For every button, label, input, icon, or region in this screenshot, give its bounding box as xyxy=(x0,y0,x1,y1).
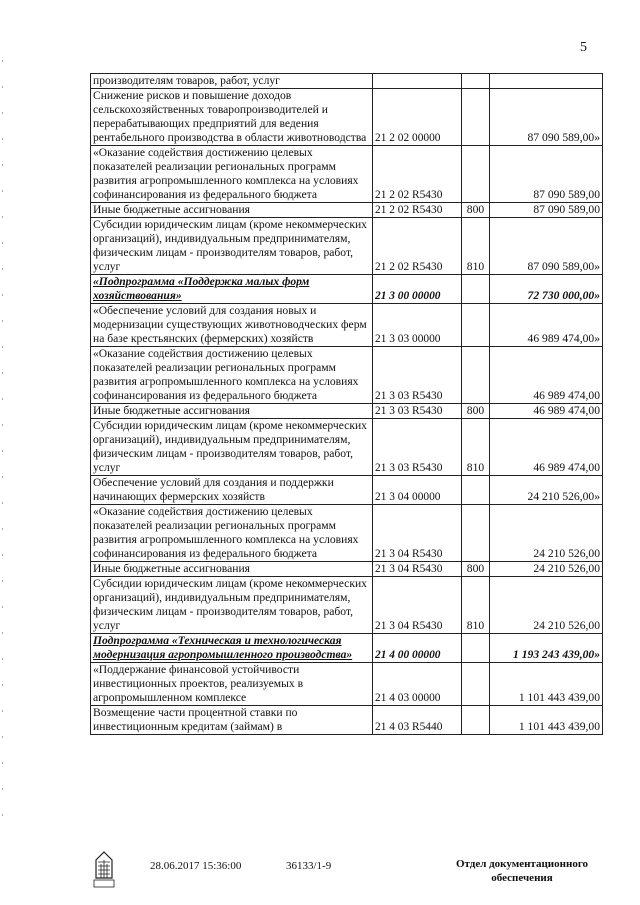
table-row xyxy=(91,577,603,634)
row-target-code: 21 3 04 R5430 xyxy=(373,505,462,562)
row-description: «Подпрограмма «Поддержка малых форм хозяйствования» xyxy=(91,275,373,304)
row-expense-type: 810 xyxy=(462,577,490,634)
row-amount: 1 101 443 439,00 xyxy=(490,663,603,706)
row-description: «Оказание содействия достижению целевых показателей реализации региональных программ развития агропромышленного комплекса на условиях софинансирования из федерального бюджета xyxy=(91,505,373,562)
row-description: Обеспечение условий для создания и поддержки начинающих фермерских хозяйств xyxy=(91,476,373,505)
row-amount: 24 210 526,00» xyxy=(490,476,603,505)
table-row xyxy=(91,146,603,203)
row-target-code: 21 2 02 00000 xyxy=(373,89,462,146)
row-expense-type xyxy=(462,706,490,735)
row-description: «Обеспечение условий для создания новых и модернизации существующих животноводческих ферм на базе крестьянских (фермерских) хозяйств xyxy=(91,304,373,347)
row-description: «Поддержание финансовой устойчивости инвестиционных проектов, реализуемых в агропромышленном комплексе xyxy=(91,663,373,706)
row-amount: 24 210 526,00 xyxy=(490,562,603,577)
row-amount: 1 193 243 439,00» xyxy=(490,634,603,663)
row-expense-type xyxy=(462,74,490,89)
table-row xyxy=(91,419,603,476)
row-amount: 87 090 589,00 xyxy=(490,203,603,218)
row-target-code: 21 3 03 R5430 xyxy=(373,347,462,404)
table-row xyxy=(91,476,603,505)
table-row xyxy=(91,505,603,562)
row-description: Иные бюджетные ассигнования xyxy=(91,562,373,577)
row-amount: 46 989 474,00 xyxy=(490,419,603,476)
row-target-code: 21 3 00 00000 xyxy=(373,275,462,304)
row-expense-type xyxy=(462,146,490,203)
row-target-code: 21 4 03 00000 xyxy=(373,663,462,706)
duma-emblem-icon xyxy=(92,850,116,890)
row-description: Субсидии юридическим лицам (кроме некоммерческих организаций), индивидуальным предпринимателям, физическим лицам - производителям товаров, работ, услуг xyxy=(91,218,373,275)
row-expense-type xyxy=(462,476,490,505)
table-row xyxy=(91,404,603,419)
row-target-code: 21 4 03 R5440 xyxy=(373,706,462,735)
page-number: 5 xyxy=(580,40,587,55)
table-row xyxy=(91,275,603,304)
row-amount: 24 210 526,00 xyxy=(490,577,603,634)
row-expense-type xyxy=(462,505,490,562)
row-description: Подпрограмма «Техническая и технологическая модернизация агропромышленного производства» xyxy=(91,634,373,663)
row-target-code xyxy=(373,74,462,89)
footer-doc-number: 36133/1-9 xyxy=(286,860,332,872)
table-row xyxy=(91,347,603,404)
row-description: Иные бюджетные ассигнования xyxy=(91,203,373,218)
row-target-code: 21 3 03 R5430 xyxy=(373,404,462,419)
table-row xyxy=(91,634,603,663)
table-row xyxy=(91,663,603,706)
row-amount: 46 989 474,00» xyxy=(490,304,603,347)
row-target-code: 21 3 04 00000 xyxy=(373,476,462,505)
row-amount: 1 101 443 439,00 xyxy=(490,706,603,735)
row-description: Иные бюджетные ассигнования xyxy=(91,404,373,419)
row-description: Субсидии юридическим лицам (кроме некоммерческих организаций), индивидуальным предпринимателям, физическим лицам - производителям товаров, работ, услуг xyxy=(91,419,373,476)
row-amount: 46 989 474,00 xyxy=(490,347,603,404)
table-row xyxy=(91,203,603,218)
scan-edge-mark xyxy=(2,60,3,840)
row-expense-type xyxy=(462,89,490,146)
row-expense-type: 800 xyxy=(462,203,490,218)
row-description: «Оказание содействия достижению целевых показателей реализации региональных программ развития агропромышленного комплекса на условиях софинансирования из федерального бюджета xyxy=(91,347,373,404)
table-row xyxy=(91,706,603,735)
row-expense-type xyxy=(462,347,490,404)
row-expense-type xyxy=(462,634,490,663)
row-target-code: 21 2 02 R5430 xyxy=(373,218,462,275)
table-row xyxy=(91,304,603,347)
row-target-code: 21 3 04 R5430 xyxy=(373,577,462,634)
row-target-code: 21 2 02 R5430 xyxy=(373,203,462,218)
row-expense-type: 800 xyxy=(462,404,490,419)
row-amount: 87 090 589,00» xyxy=(490,218,603,275)
footer-department: Отдел документационного обеспечения xyxy=(455,858,589,884)
footer-datetime: 28.06.2017 15:36:00 xyxy=(150,860,242,872)
row-amount xyxy=(490,74,603,89)
row-expense-type: 810 xyxy=(462,218,490,275)
row-description: производителям товаров, работ, услуг xyxy=(91,74,373,89)
row-target-code: 21 3 04 R5430 xyxy=(373,562,462,577)
table-row xyxy=(91,218,603,275)
row-description: «Оказание содействия достижению целевых показателей реализации региональных программ развития агропромышленного комплекса на условиях софинансирования из федерального бюджета xyxy=(91,146,373,203)
row-expense-type xyxy=(462,304,490,347)
row-description: Снижение рисков и повышение доходов сельскохозяйственных товаропроизводителей и перерабатывающих предприятий для ведения рентабельного производства в области животноводства xyxy=(91,89,373,146)
row-expense-type: 810 xyxy=(462,419,490,476)
row-expense-type xyxy=(462,663,490,706)
row-target-code: 21 3 03 R5430 xyxy=(373,419,462,476)
row-amount: 72 730 000,00» xyxy=(490,275,603,304)
table-row xyxy=(91,74,603,89)
row-target-code: 21 4 00 00000 xyxy=(373,634,462,663)
row-expense-type: 800 xyxy=(462,562,490,577)
row-target-code: 21 2 02 R5430 xyxy=(373,146,462,203)
row-description: Субсидии юридическим лицам (кроме некоммерческих организаций), индивидуальным предпринимателям, физическим лицам - производителям товаров, работ, услуг xyxy=(91,577,373,634)
row-amount: 87 090 589,00 xyxy=(490,146,603,203)
row-target-code: 21 3 03 00000 xyxy=(373,304,462,347)
table-row xyxy=(91,562,603,577)
row-amount: 24 210 526,00 xyxy=(490,505,603,562)
row-description: Возмещение части процентной ставки по инвестиционным кредитам (займам) в xyxy=(91,706,373,735)
budget-table xyxy=(90,73,603,735)
row-amount: 87 090 589,00» xyxy=(490,89,603,146)
row-amount: 46 989 474,00 xyxy=(490,404,603,419)
row-expense-type xyxy=(462,275,490,304)
table-row xyxy=(91,89,603,146)
